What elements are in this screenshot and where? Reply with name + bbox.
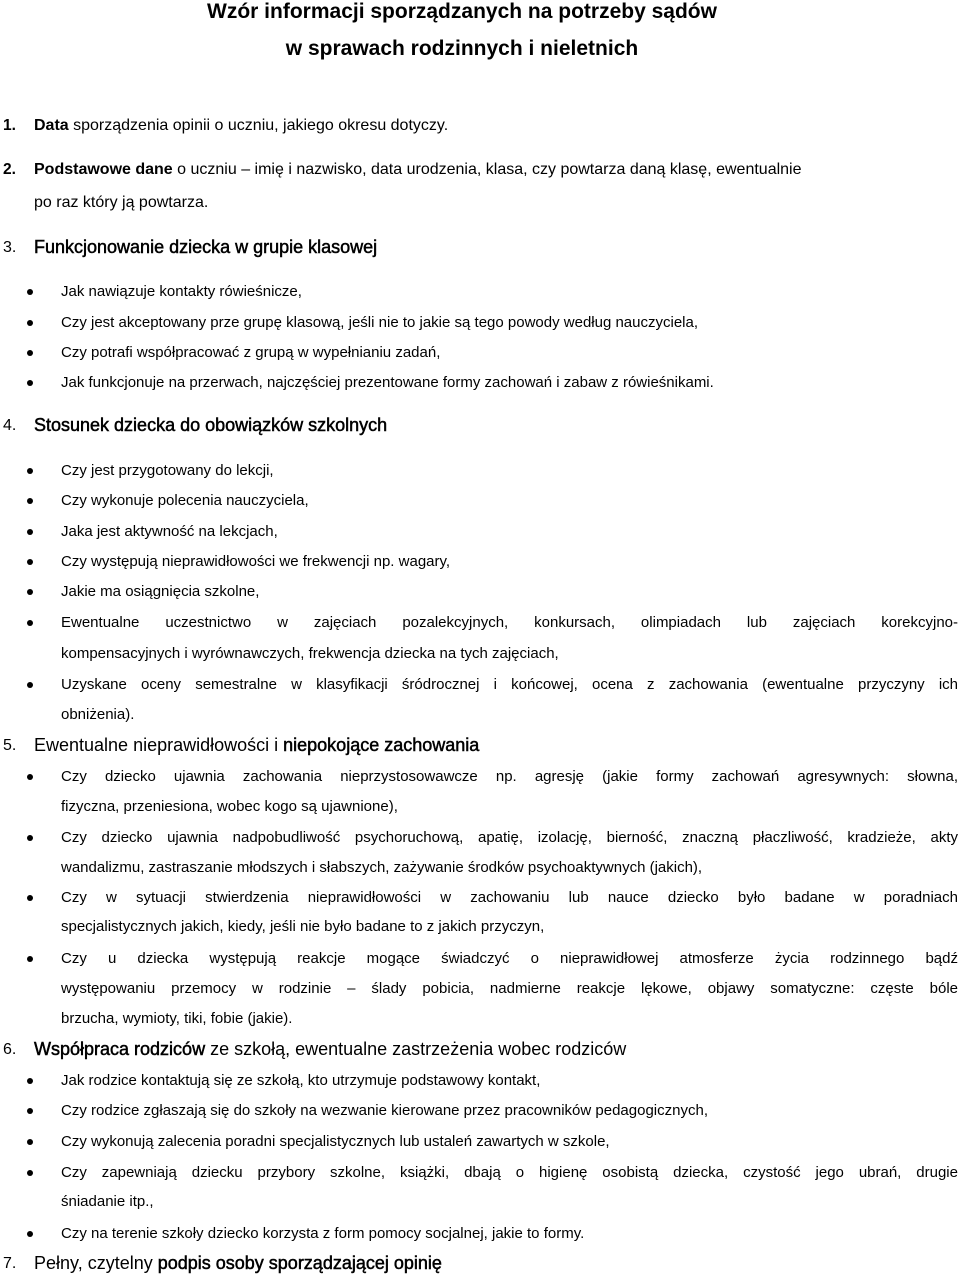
bullet-icon [27,1078,33,1084]
bullet-icon [27,835,33,841]
section-number: 2. [3,161,16,178]
bullet-icon [27,529,33,535]
bullet-icon [27,1170,33,1176]
bullet-icon [27,289,33,295]
bullet-icon [27,1231,33,1237]
section-number: 4. [3,417,17,434]
section-number: 1. [3,117,16,134]
section-number: 5. [3,737,17,754]
bullet-icon [27,350,33,356]
bullet-icon [27,468,33,474]
bullet-icon [27,380,33,386]
section-3-heading: Funkcjonowanie dziecka w grupie klasowej [34,237,378,257]
title-line-2: w sprawach rodzinnych i nieletnich [285,37,639,60]
bullet-icon [27,1139,33,1145]
bullet-icon [27,682,33,688]
section-5-text: Ewentualne nieprawidłowości i [34,735,284,755]
bullet-icon [27,895,33,901]
section-1-text: sporządzenia opinii o uczniu, jakiego okresu dotyczy. [68,117,449,134]
bullet-icon [27,1108,33,1114]
bullet-icon [27,620,33,626]
bullet-icon [27,320,33,326]
bullet-icon [27,498,33,504]
bullet-icon [27,559,33,565]
section-number: 7. [3,1255,17,1272]
section-7-bold: podpis osoby sporządzającej opinię [157,1253,442,1273]
title-line-1: Wzór informacji sporządzanych na potrzeby sądów [207,0,717,23]
section-2-bold: Podstawowe dane [34,161,173,178]
bullet-icon [27,589,33,595]
section-2-continuation: po raz który ją powtarza. [34,194,209,211]
section-number: 6. [3,1041,17,1058]
section-2-text: o uczniu – imię i nazwisko, data urodzenia, klasa, czy powtarza daną klasę, ewentualnie [172,161,802,178]
section-1-bold: Data [34,117,69,134]
section-5-bold: niepokojące zachowania [283,735,480,755]
section-6-text: ze szkołą, ewentualne zastrzeżenia wobec rodziców [205,1039,627,1059]
section-7-text: Pełny, czytelny [34,1253,158,1273]
section-4-heading: Stosunek dziecka do obowiązków szkolnych [34,415,388,435]
bullet-icon [27,956,33,962]
section-number: 3. [3,239,17,256]
section-6-bold: Współpraca rodziców [34,1039,206,1059]
bullet-icon [27,774,33,780]
